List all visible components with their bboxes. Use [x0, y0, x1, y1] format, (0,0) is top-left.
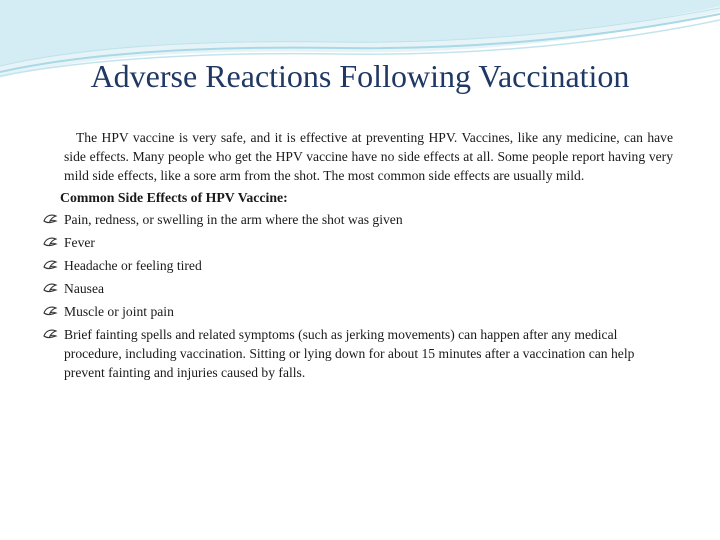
- list-item: [48, 256, 673, 275]
- list-item-text: Muscle or joint pain: [64, 303, 174, 319]
- slide-title: Adverse Reactions Following Vaccination: [90, 58, 630, 94]
- intro-paragraph: The HPV vaccine is very safe, and it is effective at preventing HPV. Vaccines, like any medicine, can have side effects. Many people who get the HPV vaccine have no side effects at all. Some people report having very mild side effects, like a sore arm from the shot. The most common side effects are usually mild.: [64, 130, 673, 184]
- wing-bullet-icon: [42, 210, 60, 229]
- list-item: [48, 210, 673, 229]
- wing-bullet-icon: [42, 233, 60, 252]
- list-item-text: Pain, redness, or swelling in the arm where the shot was given: [64, 211, 403, 227]
- list-heading: Common Side Effects of HPV Vaccine:: [60, 189, 288, 205]
- list-item-text: Fever: [64, 234, 95, 250]
- list-item-text: Headache or feeling tired: [64, 257, 202, 273]
- slide-body: [48, 128, 673, 386]
- list-item: [48, 302, 673, 321]
- side-effects-list: [48, 210, 673, 383]
- wing-bullet-icon: [42, 279, 60, 298]
- wing-bullet-icon: [42, 325, 60, 344]
- list-item: [48, 325, 673, 383]
- wing-bullet-icon: [42, 256, 60, 275]
- list-item-text: Nausea: [64, 280, 105, 296]
- list-item: [48, 233, 673, 252]
- list-item-text: Brief fainting spells and related symptoms (such as jerking movements) can happen after any medical procedure, including vaccination. Sitting or lying down for about 15 minutes after a vaccination can help prevent fainting and injuries caused by falls.: [64, 326, 635, 381]
- wing-bullet-icon: [42, 302, 60, 321]
- list-item: [48, 279, 673, 298]
